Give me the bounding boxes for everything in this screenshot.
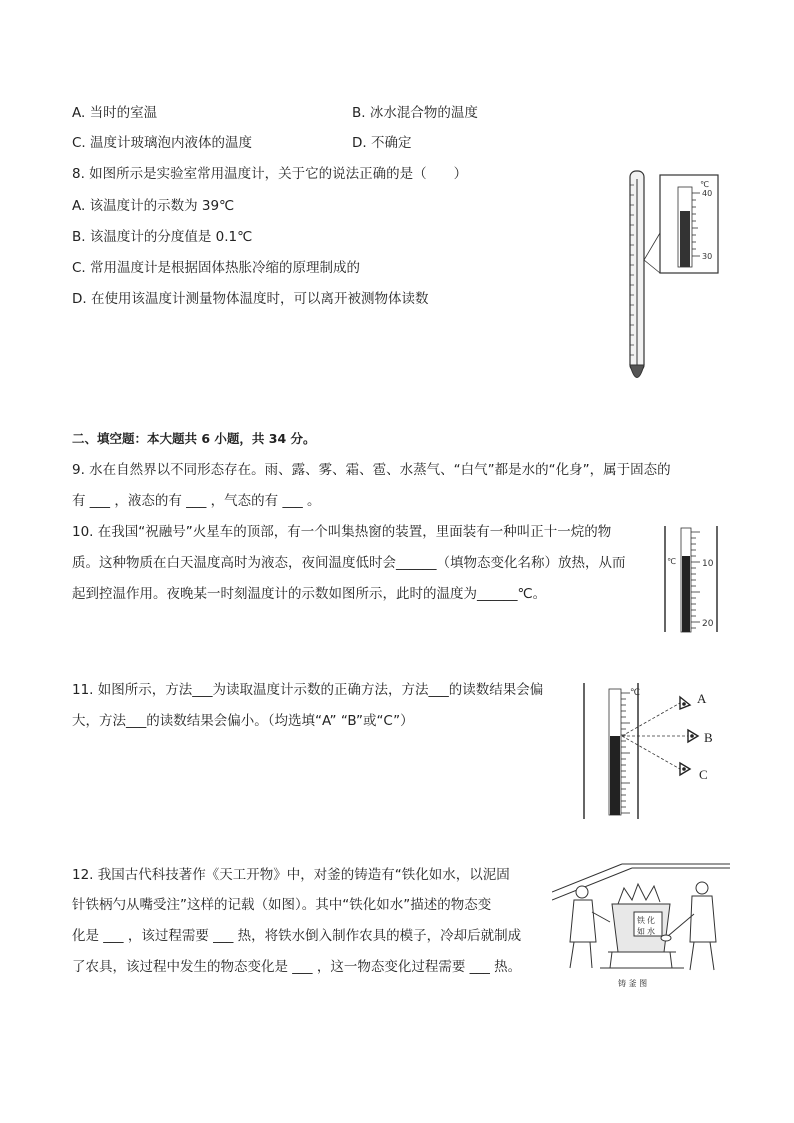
thermometer-liquid-column: [680, 211, 690, 267]
q10-liquid-column: [682, 556, 690, 632]
q9-line-1: 9. 水在自然界以不同形态存在。雨、露、雾、霜、雹、水蒸气、“白气”都是水的“化身”，属于固态的: [72, 462, 671, 478]
q10-line-1: 10. 在我国“祝融号”火星车的顶部，有一个叫集热窗的装置，里面装有一种叫正十一烷的物: [72, 524, 612, 540]
pot-label-2: 化: [647, 916, 655, 925]
q11-figure-unit: ℃: [630, 688, 641, 698]
thermometer-bulb: [630, 365, 644, 378]
q10-thermometer-figure: [662, 526, 722, 634]
q10-figure-tick-low: 20: [702, 619, 714, 629]
q11-line-2: 大，方法___的读数结果会偏小。（均选填“A” “B”或“C”）: [72, 713, 414, 729]
q10-figure-tick-high: 10: [702, 559, 714, 569]
q11-liquid-column: [610, 736, 620, 815]
q8-option-b: B. 该温度计的分度值是 0.1℃: [72, 229, 253, 245]
q10-figure-unit: ℃: [667, 557, 676, 566]
q8-thermometer-figure: [620, 165, 725, 393]
q12-figure-caption: 铸 釜 图: [618, 979, 648, 988]
q11-label-c: C: [699, 767, 708, 782]
q11-label-b: B: [704, 730, 713, 745]
eye-icon-b: [688, 730, 698, 742]
q8-option-a: A. 该温度计的示数为 39℃: [72, 198, 235, 214]
q7-option-c: C. 温度计玻璃泡内液体的温度: [72, 135, 253, 151]
q12-line-1: 12. 我国古代科技著作《天工开物》中，对釜的铸造有“铁化如水，以泥固: [72, 867, 510, 883]
q11-line-1: 11. 如图所示，方法___为读取温度计示数的正确方法，方法___的读数结果会偏: [72, 682, 544, 698]
eye-icon-a: [680, 697, 690, 709]
q8-option-c: C. 常用温度计是根据固体热胀冷缩的原理制成的: [72, 260, 361, 276]
q7-option-d: D. 不确定: [352, 135, 412, 151]
eye-icon-c: [680, 763, 690, 775]
q10-line-3: 起到控温作用。夜晚某一时刻温度计的示数如图所示，此时的温度为______℃。: [72, 586, 547, 602]
q8-figure-unit: ℃: [700, 180, 709, 189]
q12-line-4: 了农具，该过程中发生的物态变化是 ___ ，这一物态变化过程需要 ___ 热。: [72, 959, 522, 975]
left-worker-figure: [570, 886, 610, 968]
q7-option-b: B. 冰水混合物的温度: [352, 105, 478, 121]
q8-option-d: D. 在使用该温度计测量物体温度时，可以离开被测物体读数: [72, 291, 429, 307]
q12-line-2: 针铁柄勺从嘴受注”这样的记载（如图）。其中“铁化如水”描述的物态变: [72, 897, 492, 913]
q12-line-3: 化是 ___ ，该过程需要 ___ 热，将铁水倒入制作农具的模子，冷却后就制成: [72, 928, 522, 944]
q12-casting-illustration: [552, 862, 730, 992]
q9-line-2: 有 ___ ，液态的有 ___ ，气态的有 ___ 。: [72, 493, 321, 509]
pot-label-1: 铁: [637, 916, 645, 925]
q11-label-a: A: [697, 691, 707, 706]
furnace-pot: [600, 884, 684, 968]
section-2-title: 二、填空题：本大题共 6 小题，共 34 分。: [72, 431, 316, 446]
q11-reading-method-figure: [580, 683, 720, 823]
pot-label-4: 水: [647, 927, 655, 936]
q7-option-a: A. 当时的室温: [72, 105, 158, 121]
q8-stem: 8. 如图所示是实验室常用温度计，关于它的说法正确的是（ ）: [72, 166, 468, 182]
right-worker-figure: [661, 882, 716, 970]
q10-line-2: 质。这种物质在白天温度高时为液态，夜间温度低时会______（填物态变化名称）放热，从而: [72, 555, 626, 571]
q8-figure-tick-low: 30: [702, 252, 713, 261]
q8-figure-tick-high: 40: [702, 189, 713, 198]
pot-label-3: 如: [637, 927, 645, 936]
